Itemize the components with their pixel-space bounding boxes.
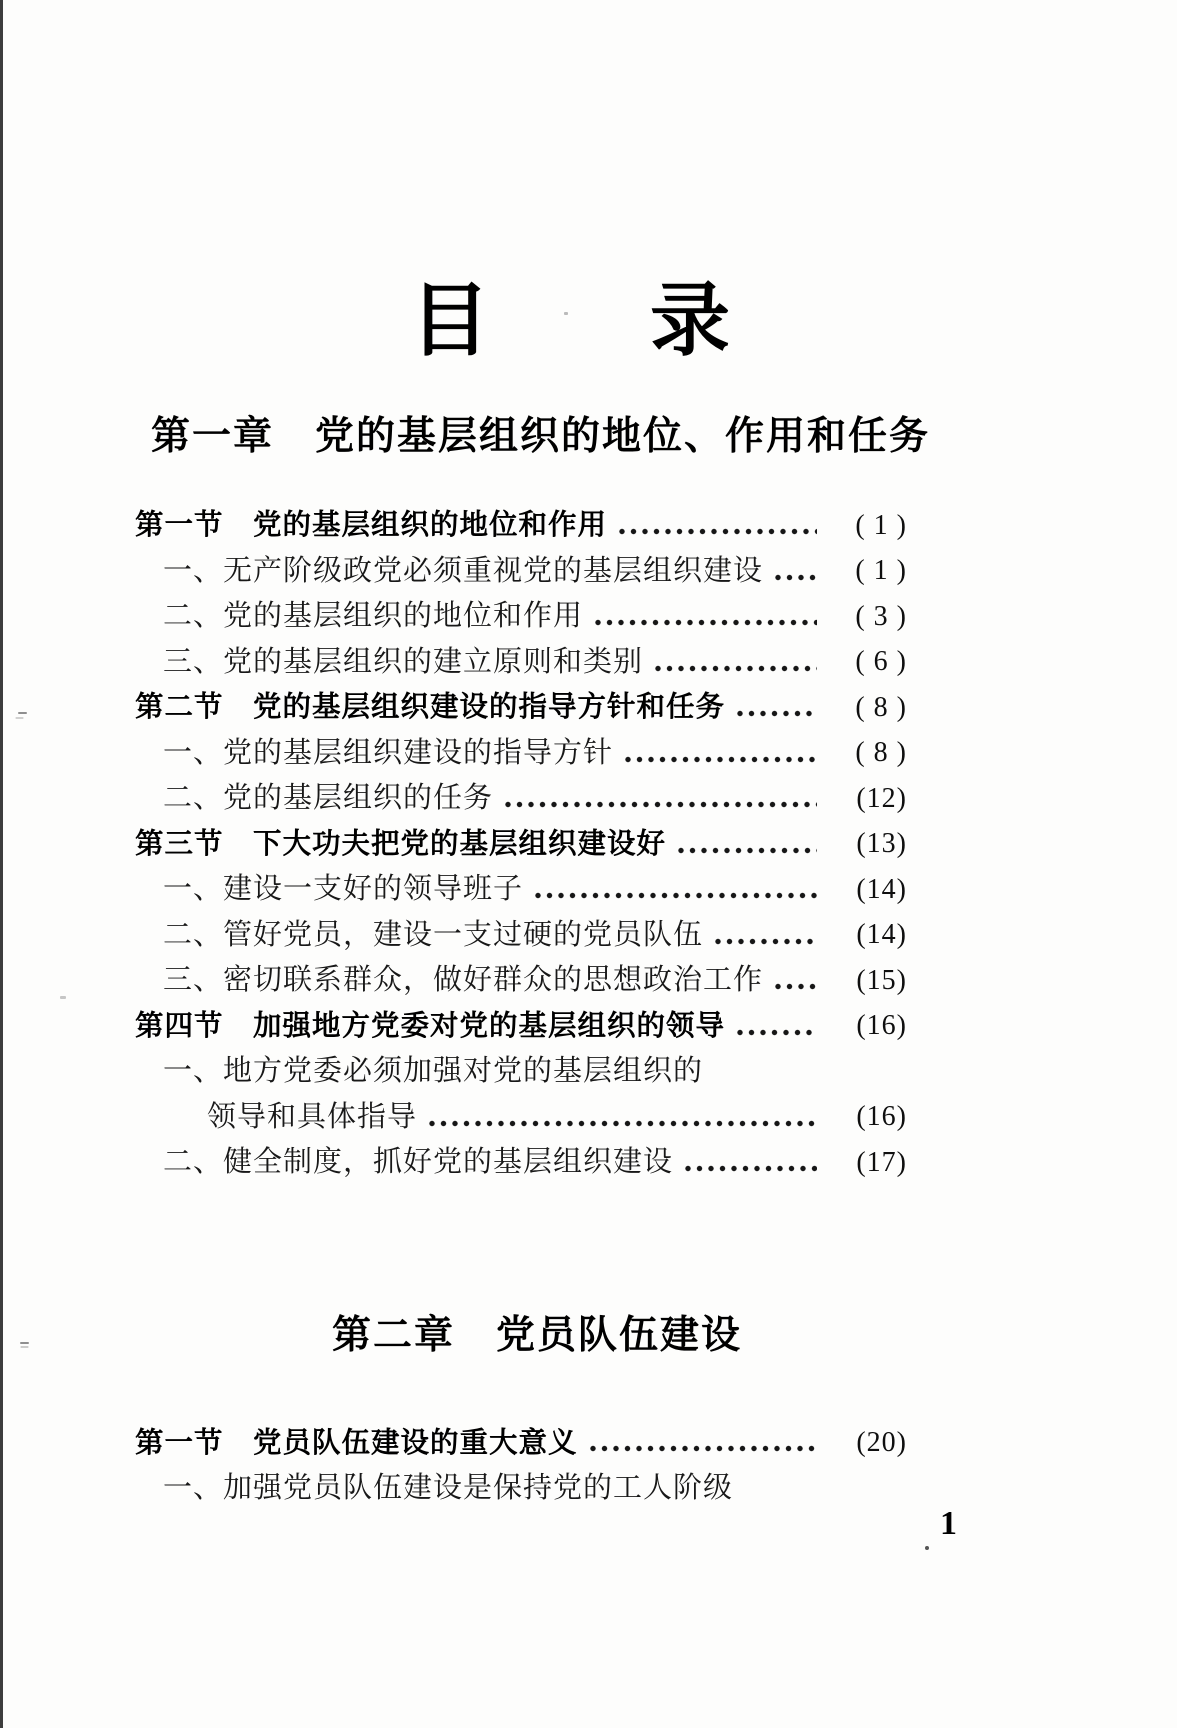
chapter-1-heading: 第一章 党的基层组织的地位、作用和任务 (151, 415, 931, 458)
dot-leader (775, 983, 817, 990)
toc-entry-page: (17) (856, 1146, 907, 1178)
toc-page (135, 0, 931, 1511)
toc-entry-text: 第一节 党的基层组织的地位和作用 (135, 509, 608, 542)
toc-entry-page: (16) (856, 1101, 907, 1133)
dot-leader (535, 892, 817, 899)
toc-entry-text: 一、建设一支好的领导班子 (163, 873, 524, 906)
toc-entry-page: (12) (856, 782, 907, 814)
toc-entry (135, 548, 907, 594)
toc-entry-page: (14) (856, 873, 907, 905)
toc-entry-page: (14) (856, 919, 907, 951)
page-title: 目 录 (410, 278, 730, 366)
toc-entry-text: 三、党的基层组织的建立原则和类别 (163, 645, 644, 678)
toc-entry-text: 三、密切联系群众，做好群众的思想政治工作 (163, 964, 764, 997)
toc-entry-text: 第二节 党的基层组织建设的指导方针和任务 (135, 691, 726, 724)
dot-leader (505, 801, 817, 808)
toc-entry-page: ( 3 ) (855, 600, 907, 632)
dot-leader (625, 756, 817, 763)
page-number: 1 (940, 1505, 957, 1542)
toc-entry-text: 二、党的基层组织的地位和作用 (163, 600, 584, 633)
toc-entry-text: 二、健全制度，抓好党的基层组织建设 (163, 1146, 674, 1179)
toc-entry-continuation (135, 1094, 907, 1140)
toc-entry-page: ( 6 ) (855, 646, 907, 678)
toc-entry-page: (15) (856, 964, 907, 996)
toc-entry (135, 821, 907, 867)
dot-leader (429, 1120, 817, 1127)
toc-entry (135, 1466, 907, 1512)
dot-leader (595, 619, 817, 626)
toc-entry-page: ( 8 ) (855, 737, 907, 769)
toc-entry (135, 503, 907, 549)
scan-speck (60, 996, 66, 999)
toc-entry (135, 639, 907, 685)
toc-entry-text: 第三节 下大功夫把党的基层组织建设好 (135, 827, 667, 860)
dot-leader (590, 1445, 817, 1452)
toc-entry (135, 1420, 907, 1466)
toc-entry (135, 1140, 907, 1186)
toc-entry-text: 二、管好党员，建设一支过硬的党员队伍 (163, 918, 704, 951)
toc-entry-text: 第四节 加强地方党委对党的基层组织的领导 (135, 1009, 726, 1042)
scan-speck (925, 1546, 929, 1550)
toc-entry (135, 730, 907, 776)
toc-entry (135, 912, 907, 958)
toc-entry-page: (16) (856, 1010, 907, 1042)
dot-leader (775, 574, 817, 581)
toc-entry (135, 776, 907, 822)
toc-entry-text: 二、党的基层组织的任务 (163, 782, 494, 815)
dot-leader (715, 938, 817, 945)
dot-leader (619, 528, 817, 535)
toc-entry (135, 685, 907, 731)
toc-entry-text: 一、党的基层组织建设的指导方针 (163, 736, 614, 769)
scan-spine-edge (0, 0, 3, 1728)
chapter-2-toc (135, 1420, 907, 1511)
toc-entry-page: (20) (856, 1426, 907, 1458)
toc-entry (135, 958, 907, 1004)
toc-entry (135, 867, 907, 913)
dot-leader (678, 847, 817, 854)
toc-entry-text: 一、地方党委必须加强对党的基层组织的 (163, 1055, 704, 1088)
scan-speck (20, 1342, 29, 1344)
toc-entry-text: 一、加强党员队伍建设是保持党的工人阶级 (163, 1471, 734, 1504)
toc-entry-page: ( 1 ) (855, 555, 907, 587)
chapter-2-heading: 第二章 党员队伍建设 (331, 1314, 742, 1358)
dot-leader (655, 665, 817, 672)
toc-entry (135, 1049, 907, 1095)
scan-speck (18, 712, 27, 714)
toc-entry-page: ( 1 ) (855, 509, 907, 541)
toc-entry-text: 领导和具体指导 (207, 1100, 418, 1133)
dot-leader (737, 1029, 817, 1036)
toc-entry-page: (13) (856, 828, 907, 860)
toc-entry-text: 一、无产阶级政党必须重视党的基层组织建设 (163, 554, 764, 587)
toc-entry (135, 1003, 907, 1049)
toc-entry-page: ( 8 ) (855, 691, 907, 723)
chapter-1-toc (135, 503, 907, 1186)
toc-entry (135, 594, 907, 640)
toc-entry-text: 第一节 党员队伍建设的重大意义 (135, 1426, 578, 1459)
dot-leader (737, 710, 817, 717)
dot-leader (685, 1165, 817, 1172)
